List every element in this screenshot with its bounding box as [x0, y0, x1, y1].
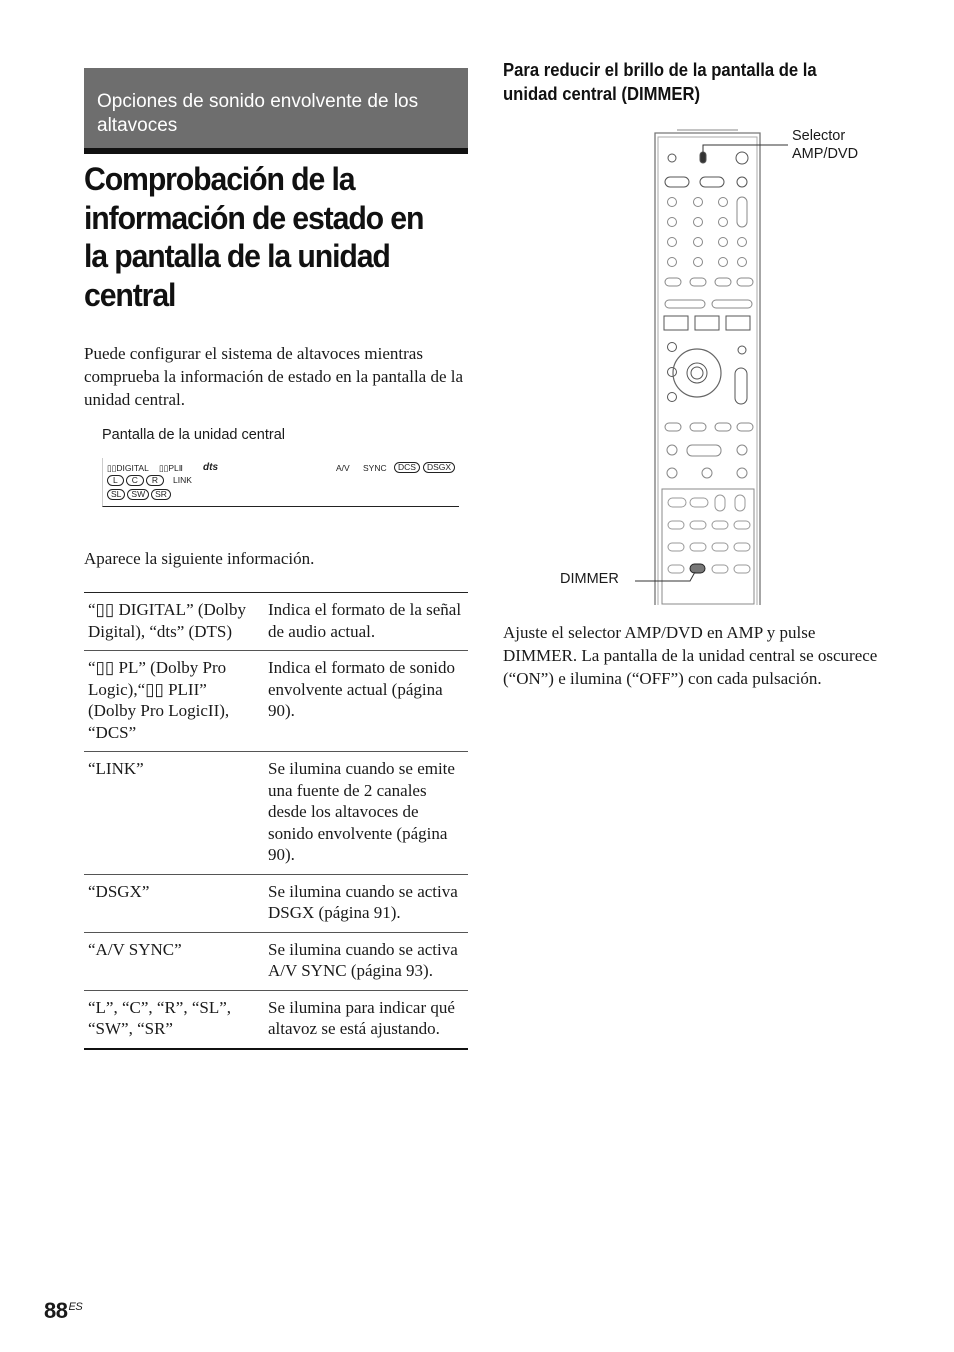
dimmer-instructions: Ajuste el selector AMP/DVD en AMP y pulse DIMMER. La pantalla de la unidad central se oscurece (“ON”) e ilumina (“OFF”) con cada pulsación. — [503, 623, 878, 688]
dolby-digital-indicator: ▯▯DIGITAL — [107, 463, 149, 473]
table-row — [84, 874, 468, 932]
speaker-c: C — [126, 475, 144, 486]
link-indicator: LINK — [173, 475, 192, 485]
term-cell: “A/V SYNC” — [84, 932, 266, 990]
remote-control-drawing — [540, 125, 880, 615]
remote-illustration — [540, 125, 880, 615]
table-row — [84, 990, 468, 1049]
speaker-l: L — [107, 475, 124, 486]
desc-cell: Se ilumina cuando se emite una fuente de 2 canales desde los altavoces de sonido envolvente (página 90). — [266, 752, 468, 875]
table-row — [84, 752, 468, 875]
term-cell: “L”, “C”, “R”, “SL”, “SW”, “SR” — [84, 990, 266, 1049]
speaker-sr: SR — [151, 489, 171, 500]
table-row — [84, 932, 468, 990]
desc-cell: Se ilumina cuando se activa DSGX (página 91). — [266, 874, 468, 932]
speaker-row-rear — [107, 489, 173, 500]
intro-paragraph: Puede configurar el sistema de altavoces mientras comprueba la información de estado en la pantalla de la unidad central. — [84, 344, 464, 409]
dolby-pl2-indicator: ▯▯PLⅡ — [159, 463, 183, 473]
dsgx-indicator: DSGX — [423, 462, 455, 473]
page-language-suffix: ES — [68, 1300, 83, 1313]
dimmer-callout: DIMMER — [560, 571, 619, 587]
page-title: Comprobación de la información de estado en la pantalla de la unidad central — [84, 161, 424, 313]
appear-text: Aparece la siguiente información. — [84, 549, 315, 568]
subsection-title: Para reducir el brillo de la pantalla de la unidad central (DIMMER) — [503, 59, 817, 104]
pl2-text: PLⅡ — [168, 463, 183, 473]
dts-logo: dts — [203, 462, 218, 473]
dcs-indicator: DCS — [394, 462, 420, 473]
desc-cell: Indica el formato de la señal de audio actual. — [266, 593, 468, 651]
desc-cell: Se ilumina cuando se activa A/V SYNC (página 93). — [266, 932, 468, 990]
digital-text: DIGITAL — [116, 463, 149, 473]
term-cell: “LINK” — [84, 752, 266, 875]
term-cell: “DSGX” — [84, 874, 266, 932]
section-header: Opciones de sonido envolvente de los altavoces — [84, 68, 468, 148]
av-indicator: A/V — [336, 463, 350, 473]
speaker-r: R — [146, 475, 164, 486]
term-cell: “▯▯ DIGITAL” (Dolby Digital), “dts” (DTS) — [84, 593, 266, 651]
info-table — [84, 592, 468, 1050]
page-number — [44, 1298, 82, 1324]
speaker-sl: SL — [107, 489, 125, 500]
front-panel-display-illustration — [102, 458, 459, 507]
page-number-value: 88 — [44, 1298, 68, 1323]
section-rule — [84, 148, 468, 154]
table-row — [84, 593, 468, 651]
sync-indicator: SYNC — [363, 463, 387, 473]
speaker-row-front — [107, 475, 166, 486]
selector-callout: Selector AMP/DVD — [792, 128, 859, 162]
desc-cell: Indica el formato de sonido envolvente actual (página 90). — [266, 651, 468, 752]
display-label: Pantalla de la unidad central — [102, 427, 285, 443]
desc-cell: Se ilumina para indicar qué altavoz se está ajustando. — [266, 990, 468, 1049]
speaker-sw: SW — [127, 489, 149, 500]
term-cell: “▯▯ PL” (Dolby Pro Logic),“▯▯ PLII” (Dolby Pro LogicII), “DCS” — [84, 651, 266, 752]
table-row — [84, 651, 468, 752]
